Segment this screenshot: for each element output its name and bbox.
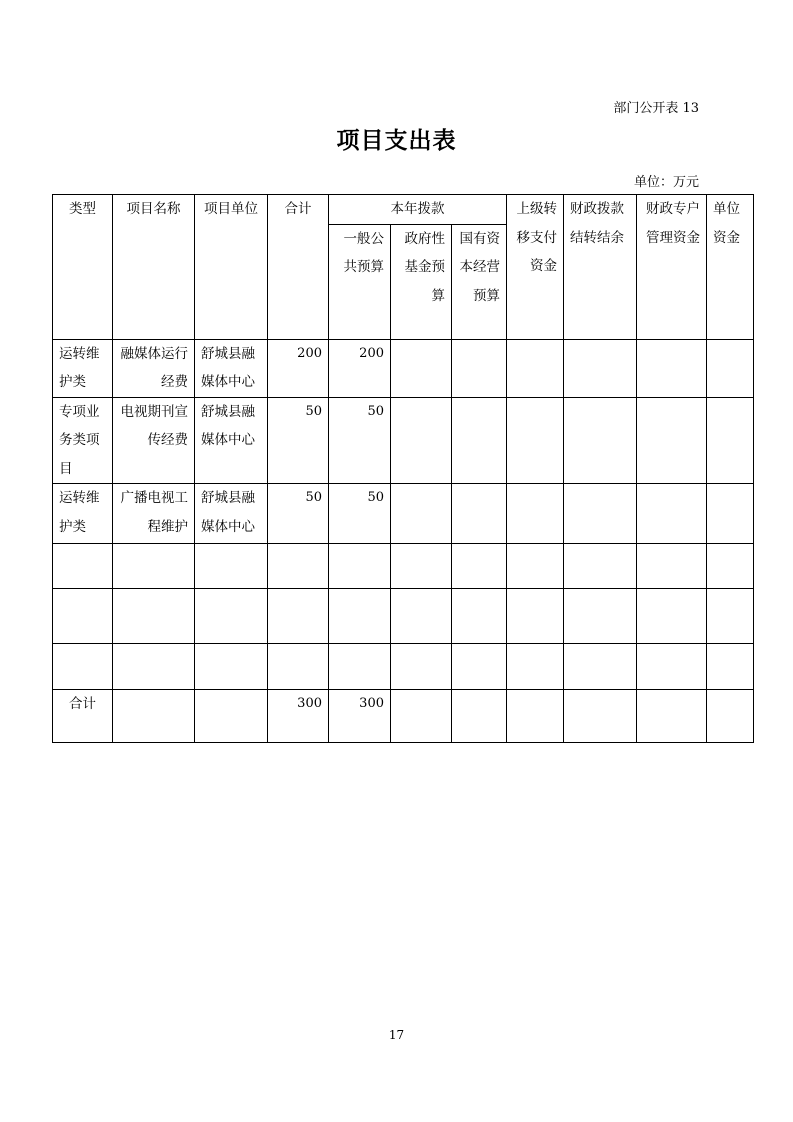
header-state-capital-budget: 国有资本经营预算 bbox=[452, 224, 507, 339]
unit-label: 单位：万元 bbox=[633, 175, 699, 190]
header-transfer-payment: 上级转移支付资金 bbox=[507, 195, 564, 340]
header-unit-funds: 单位资金 bbox=[707, 195, 754, 340]
table-code: 部门公开表 13 bbox=[613, 101, 699, 116]
cell-project-unit: 舒城县融媒体中心 bbox=[195, 484, 268, 544]
cell-general-budget: 50 bbox=[329, 397, 391, 484]
table-row-empty bbox=[53, 544, 754, 589]
header-general-budget: 一般公共预算 bbox=[329, 224, 391, 339]
table-row bbox=[53, 339, 754, 397]
page-title: 项目支出表 bbox=[336, 127, 457, 154]
header-project-unit: 项目单位 bbox=[195, 195, 268, 340]
header-gov-fund-budget: 政府性基金预算 bbox=[391, 224, 452, 339]
table-row-empty bbox=[53, 589, 754, 644]
header-type: 类型 bbox=[53, 195, 113, 340]
cell-project-name: 融媒体运行经费 bbox=[113, 339, 195, 397]
page-number: 17 bbox=[388, 1028, 405, 1042]
cell-project-name: 电视期刊宣传经费 bbox=[113, 397, 195, 484]
cell-project-name: 广播电视工程维护 bbox=[113, 484, 195, 544]
cell-type: 专项业务类项目 bbox=[53, 397, 113, 484]
table-row bbox=[53, 397, 754, 484]
cell-sum-label: 合计 bbox=[53, 690, 113, 743]
header-total: 合计 bbox=[268, 195, 329, 340]
cell-project-unit: 舒城县融媒体中心 bbox=[195, 339, 268, 397]
cell-sum-general-budget: 300 bbox=[329, 690, 391, 743]
cell-sum-total: 300 bbox=[268, 690, 329, 743]
cell-general-budget: 200 bbox=[329, 339, 391, 397]
cell-total: 50 bbox=[268, 397, 329, 484]
table-row-empty bbox=[53, 644, 754, 690]
cell-total: 50 bbox=[268, 484, 329, 544]
cell-type: 运转维护类 bbox=[53, 339, 113, 397]
header-special-account: 财政专户管理资金 bbox=[637, 195, 707, 340]
header-current-year-appropriation: 本年拨款 bbox=[329, 195, 507, 225]
header-carryover: 财政拨款结转结余 bbox=[564, 195, 637, 340]
cell-type: 运转维护类 bbox=[53, 484, 113, 544]
cell-general-budget: 50 bbox=[329, 484, 391, 544]
cell-total: 200 bbox=[268, 339, 329, 397]
table-sum-row bbox=[53, 690, 754, 743]
project-expenditure-table bbox=[52, 194, 754, 743]
header-project-name: 项目名称 bbox=[113, 195, 195, 340]
cell-project-unit: 舒城县融媒体中心 bbox=[195, 397, 268, 484]
table-row bbox=[53, 484, 754, 544]
